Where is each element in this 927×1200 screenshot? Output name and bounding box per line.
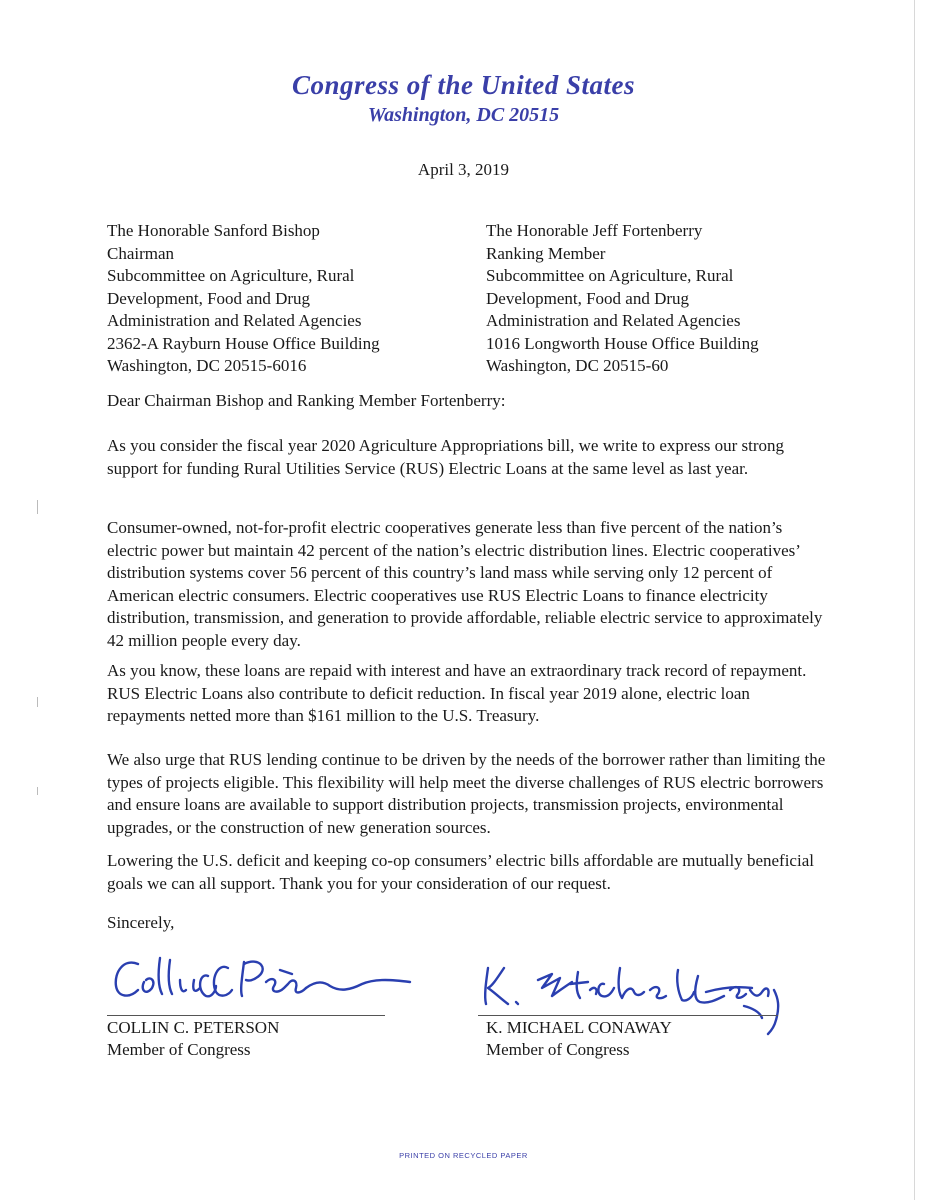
address-line: Development, Food and Drug <box>486 288 690 308</box>
signatory-name: K. MICHAEL CONAWAY <box>486 1018 672 1037</box>
letter-date: April 3, 2019 <box>417 160 510 179</box>
body-paragraph: Consumer-owned, not-for-profit electric cooperatives generate less than five percent of the nation’s electric power but maintain 42 percent of the nation’s electric distribution lines. Electric cooperatives’ distribution systems cover 56 percent of this country’s land mass while serving only 12 percent of American electric consumers. Electric cooperatives use RUS Electric Loans to finance electricity distribution, transmission, and generation to provide affordable, reliable electric service to approximately 42 million people every day. <box>107 518 823 650</box>
address-line: The Honorable Jeff Fortenberry <box>486 221 703 240</box>
body-paragraph: We also urge that RUS lending continue to be driven by the needs of the borrower rather than limiting the types of projects eligible. This flexibility will help meet the diverse challenges of RUS electric borrowers and ensure loans are available to support distribution projects, transmission projects, environmental upgrades, or the construction of new generation sources. <box>107 750 826 837</box>
address-line: Washington, DC 20515-6016 <box>107 356 307 375</box>
scan-mark <box>37 500 38 514</box>
address-line: Subcommittee on Agriculture, Rural <box>107 266 355 285</box>
letterhead-title: Congress of the United States <box>291 70 636 100</box>
address-line: Administration and Related Agencies <box>486 311 741 330</box>
scan-mark <box>37 787 38 795</box>
addressee-left <box>107 220 380 378</box>
address-line: 1016 Longworth House Office Building <box>486 333 759 353</box>
scan-mark <box>37 697 38 707</box>
signature-line <box>478 1015 778 1016</box>
address-line: Chairman <box>107 243 175 263</box>
signature-line <box>107 1015 385 1016</box>
body-paragraph: Lowering the U.S. deficit and keeping co-op consumers’ electric bills affordable are mutually beneficial goals we can all support. Thank you for your consideration of our request. <box>107 851 814 893</box>
address-line: Development, Food and Drug <box>107 288 311 308</box>
signature-collin-peterson <box>110 950 430 1010</box>
signatory-name: COLLIN C. PETERSON <box>107 1018 280 1037</box>
address-line: 2362-A Rayburn House Office Building <box>107 333 380 353</box>
address-line: The Honorable Sanford Bishop <box>107 221 320 240</box>
body-paragraph: As you know, these loans are repaid with interest and have an extraordinary track record of repayment. RUS Electric Loans also contribute to deficit reduction. In fiscal year 2019 alone, electric loan repayments netted more than $161 million to the U.S. Treasury. <box>107 661 807 725</box>
letterhead-city: Washington, DC 20515 <box>367 104 560 126</box>
signatory-title: Member of Congress <box>107 1040 251 1059</box>
address-line: Administration and Related Agencies <box>107 311 362 330</box>
address-line: Washington, DC 20515-60 <box>486 356 669 375</box>
signatory-title: Member of Congress <box>486 1040 630 1059</box>
address-line: Ranking Member <box>486 243 606 263</box>
letterhead <box>0 68 927 128</box>
salutation: Dear Chairman Bishop and Ranking Member Fortenberry: <box>107 391 506 410</box>
closing: Sincerely, <box>107 913 175 932</box>
page-edge <box>914 0 915 1200</box>
address-line: Subcommittee on Agriculture, Rural <box>486 266 734 285</box>
addressee-right <box>486 220 759 378</box>
body-paragraph: As you consider the fiscal year 2020 Agriculture Appropriations bill, we write to express our strong support for funding Rural Utilities Service (RUS) Electric Loans at the same level as last year. <box>107 436 785 478</box>
recycled-paper-footer: PRINTED ON RECYCLED PAPER <box>399 1151 528 1160</box>
